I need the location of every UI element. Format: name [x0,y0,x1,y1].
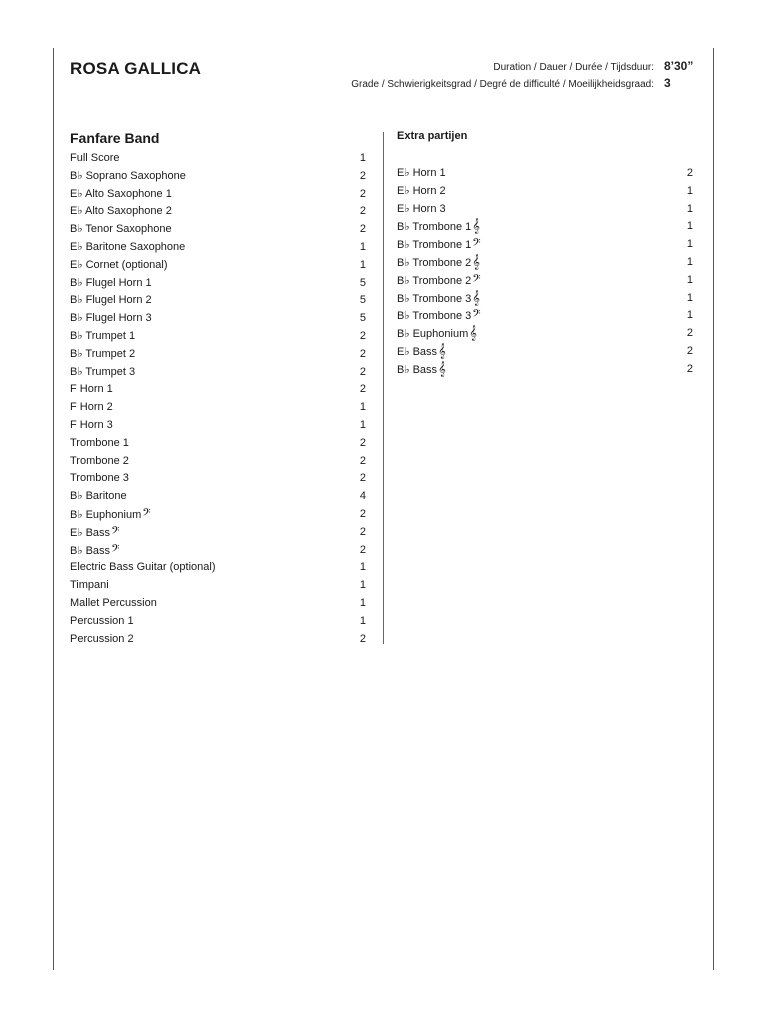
part-row [70,631,366,649]
key-prefix: B♭ [397,274,410,287]
part-row [397,254,693,272]
part-label: Percussion 2 [70,632,134,645]
part-row [70,364,366,382]
fanfare-band-heading: Fanfare Band [70,130,160,146]
part-row [70,310,366,328]
part-label: Bass [412,345,438,358]
treble-clef-icon: 𝄞 [472,254,480,270]
treble-clef-icon: 𝄞 [438,343,446,359]
part-count: 1 [359,596,366,609]
grade-line [351,76,698,90]
part-label: F Horn 3 [70,418,113,431]
part-count: 5 [359,312,366,325]
part-row [70,275,366,293]
grade-value: 3 [664,76,671,90]
part-count: 2 [359,205,366,218]
part-count: 2 [359,436,366,449]
part-count: 2 [359,365,366,378]
part-label: Cornet (optional) [85,258,168,271]
part-name [70,364,135,382]
part-count: 2 [359,347,366,360]
duration-label: Duration / Dauer / Durée / Tijdsduur: [493,62,654,73]
part-row [397,236,693,254]
key-prefix: B♭ [397,239,410,252]
part-row [70,221,366,239]
part-label: Alto Saxophone 1 [84,187,172,200]
part-name [70,453,129,471]
part-row [70,435,366,453]
bass-clef-icon: 𝄢 [472,272,481,288]
part-name [70,506,151,524]
extra-parts-list [397,130,693,379]
key-prefix: B♭ [70,169,83,182]
page-border-right [713,48,714,970]
part-count: 1 [359,418,366,431]
key-prefix: B♭ [70,276,83,289]
part-name [70,524,119,542]
key-prefix: E♭ [70,205,83,218]
part-count: 2 [359,632,366,645]
key-prefix: E♭ [397,202,410,215]
part-name [70,577,109,595]
part-label: Horn 1 [412,167,446,179]
part-label: Tenor Saxophone [85,223,172,236]
piece-title: ROSA GALLICA [70,59,202,78]
part-label: Horn 3 [412,202,446,215]
part-row [397,183,693,201]
part-name [70,488,127,506]
part-label: Trombone 1 [70,436,129,449]
part-name [70,203,172,221]
part-count: 2 [686,327,693,340]
part-count: 2 [359,223,366,236]
part-count: 5 [359,276,366,289]
part-row [397,165,693,183]
part-label: Horn 2 [412,184,446,197]
part-row [397,272,693,290]
part-row [70,417,366,435]
part-count: 1 [359,579,366,592]
part-name [397,307,481,325]
part-label: Euphonium [412,328,469,341]
part-row [70,203,366,221]
part-count: 2 [359,187,366,200]
part-row [70,577,366,595]
part-count: 2 [686,167,693,179]
part-label: Baritone Saxophone [85,240,186,253]
part-label: Soprano Saxophone [85,169,186,182]
part-count: 2 [359,543,366,556]
key-prefix: B♭ [397,256,410,269]
part-count: 2 [359,472,366,485]
part-row [70,186,366,204]
part-count: 1 [686,255,693,268]
part-name [70,381,113,399]
part-row [397,307,693,325]
part-name [70,417,113,435]
part-count: 2 [359,454,366,467]
part-count: 1 [686,220,693,233]
part-row [70,168,366,186]
part-row [397,343,693,361]
part-name [70,239,185,257]
part-name [397,218,480,236]
key-prefix: E♭ [397,184,410,197]
part-row [70,453,366,471]
part-name [70,542,119,560]
part-name [70,257,168,275]
part-label: Trumpet 1 [85,329,136,342]
key-prefix: B♭ [70,365,83,378]
treble-clef-icon: 𝄞 [472,219,480,235]
part-count: 2 [359,169,366,182]
part-label: Baritone [85,490,127,503]
part-count: 2 [686,362,693,375]
part-label: Trombone 2 [412,256,472,269]
part-count: 1 [686,291,693,304]
part-row [70,239,366,257]
part-name [70,346,135,364]
part-name [70,275,152,293]
part-row [70,595,366,613]
part-label: Bass [85,526,111,539]
treble-clef-icon: 𝄞 [438,361,446,377]
part-name [397,325,477,343]
part-count: 1 [359,152,366,164]
treble-clef-icon: 𝄞 [469,326,477,342]
part-label: Trombone 3 [412,292,472,305]
key-prefix: E♭ [70,526,83,539]
part-row [70,150,366,168]
part-count: 1 [686,238,693,251]
part-name [70,435,129,453]
part-label: Bass [85,544,111,557]
extra-parts-heading: Extra partijen [397,130,468,142]
part-label: Euphonium [85,508,142,521]
part-count: 1 [359,614,366,627]
part-count: 1 [359,401,366,414]
part-name [70,595,157,613]
part-label: Trombone 1 [412,221,472,234]
part-label: Flugel Horn 3 [85,312,152,325]
part-count: 2 [359,507,366,520]
part-row [70,506,366,524]
key-prefix: B♭ [397,328,410,341]
part-row [70,328,366,346]
extra-parts-rows [397,165,693,379]
part-label: Timpani [70,579,109,592]
part-label: Full Score [70,152,120,164]
part-name [397,361,446,379]
part-name [70,186,172,204]
part-name [397,236,481,254]
part-label: Alto Saxophone 2 [84,205,172,218]
part-label: F Horn 2 [70,401,113,414]
part-count: 2 [686,344,693,357]
part-count: 1 [359,561,366,574]
part-count: 1 [686,202,693,215]
part-row [70,524,366,542]
part-name [397,165,446,183]
key-prefix: B♭ [397,221,410,234]
key-prefix: E♭ [70,240,83,253]
part-row [70,399,366,417]
duration-line [493,59,698,73]
part-label: Trombone 2 [70,454,129,467]
part-name [397,254,480,272]
part-name [397,183,446,201]
part-row [70,257,366,275]
part-name [70,168,186,186]
key-prefix: B♭ [70,544,83,557]
key-prefix: E♭ [70,187,83,200]
key-prefix: B♭ [70,223,83,236]
part-row [397,325,693,343]
part-label: Trombone 1 [412,239,472,252]
part-label: Mallet Percussion [70,596,157,609]
part-count: 1 [686,309,693,322]
part-name [70,399,113,417]
part-row [70,613,366,631]
key-prefix: B♭ [70,347,83,360]
part-name [397,290,480,308]
treble-clef-icon: 𝄞 [472,290,480,306]
part-count: 1 [686,184,693,197]
part-row [70,559,366,577]
key-prefix: B♭ [70,312,83,325]
part-label: Trombone 3 [412,310,472,323]
part-label: Flugel Horn 2 [85,294,152,307]
part-count: 2 [359,329,366,342]
part-row [70,381,366,399]
part-name [397,201,446,219]
page-border-left [53,48,54,970]
part-label: Percussion 1 [70,614,134,627]
part-count: 1 [359,240,366,253]
part-label: Trombone 3 [70,472,129,485]
part-row [70,292,366,310]
key-prefix: B♭ [397,310,410,323]
part-label: Electric Bass Guitar (optional) [70,561,216,574]
key-prefix: B♭ [70,508,83,521]
part-name [70,221,172,239]
bass-clef-icon: 𝄢 [111,524,120,540]
part-row [70,488,366,506]
part-row [397,361,693,379]
key-prefix: B♭ [397,292,410,305]
duration-value: 8’30” [664,59,694,73]
key-prefix: B♭ [397,363,410,376]
part-name [70,310,152,328]
part-name [397,343,446,361]
part-name [70,328,135,346]
part-row [397,218,693,236]
key-prefix: E♭ [397,345,410,358]
part-name [70,292,152,310]
part-row [70,346,366,364]
part-count: 5 [359,294,366,307]
part-label: Bass [412,363,438,376]
key-prefix: B♭ [70,329,83,342]
bass-clef-icon: 𝄢 [472,308,481,324]
column-divider [383,132,384,644]
part-label: F Horn 1 [70,383,113,396]
part-label: Trumpet 3 [85,365,136,378]
bass-clef-icon: 𝄢 [142,506,151,522]
part-count: 2 [359,525,366,538]
grade-label: Grade / Schwierigkeitsgrad / Degré de difficulté / Moeilijkheidsgraad: [351,79,654,90]
key-prefix: E♭ [397,167,410,179]
part-name [70,559,216,577]
part-name [70,613,134,631]
key-prefix: B♭ [70,294,83,307]
part-count: 1 [359,258,366,271]
bass-clef-icon: 𝄢 [472,237,481,253]
fanfare-band-list [70,130,366,648]
part-name [397,272,481,290]
part-label: Trumpet 2 [85,347,136,360]
key-prefix: B♭ [70,490,83,503]
bass-clef-icon: 𝄢 [111,542,120,558]
part-row [70,470,366,488]
part-row [397,201,693,219]
part-name [70,470,129,488]
part-row [70,542,366,560]
key-prefix: E♭ [70,258,83,271]
part-count: 2 [359,383,366,396]
fanfare-band-rows [70,150,366,648]
part-label: Trombone 2 [412,274,472,287]
part-count: 4 [359,490,366,503]
part-row [397,290,693,308]
part-name [70,150,120,168]
part-label: Flugel Horn 1 [85,276,152,289]
part-name [70,631,134,649]
part-count: 1 [686,273,693,286]
